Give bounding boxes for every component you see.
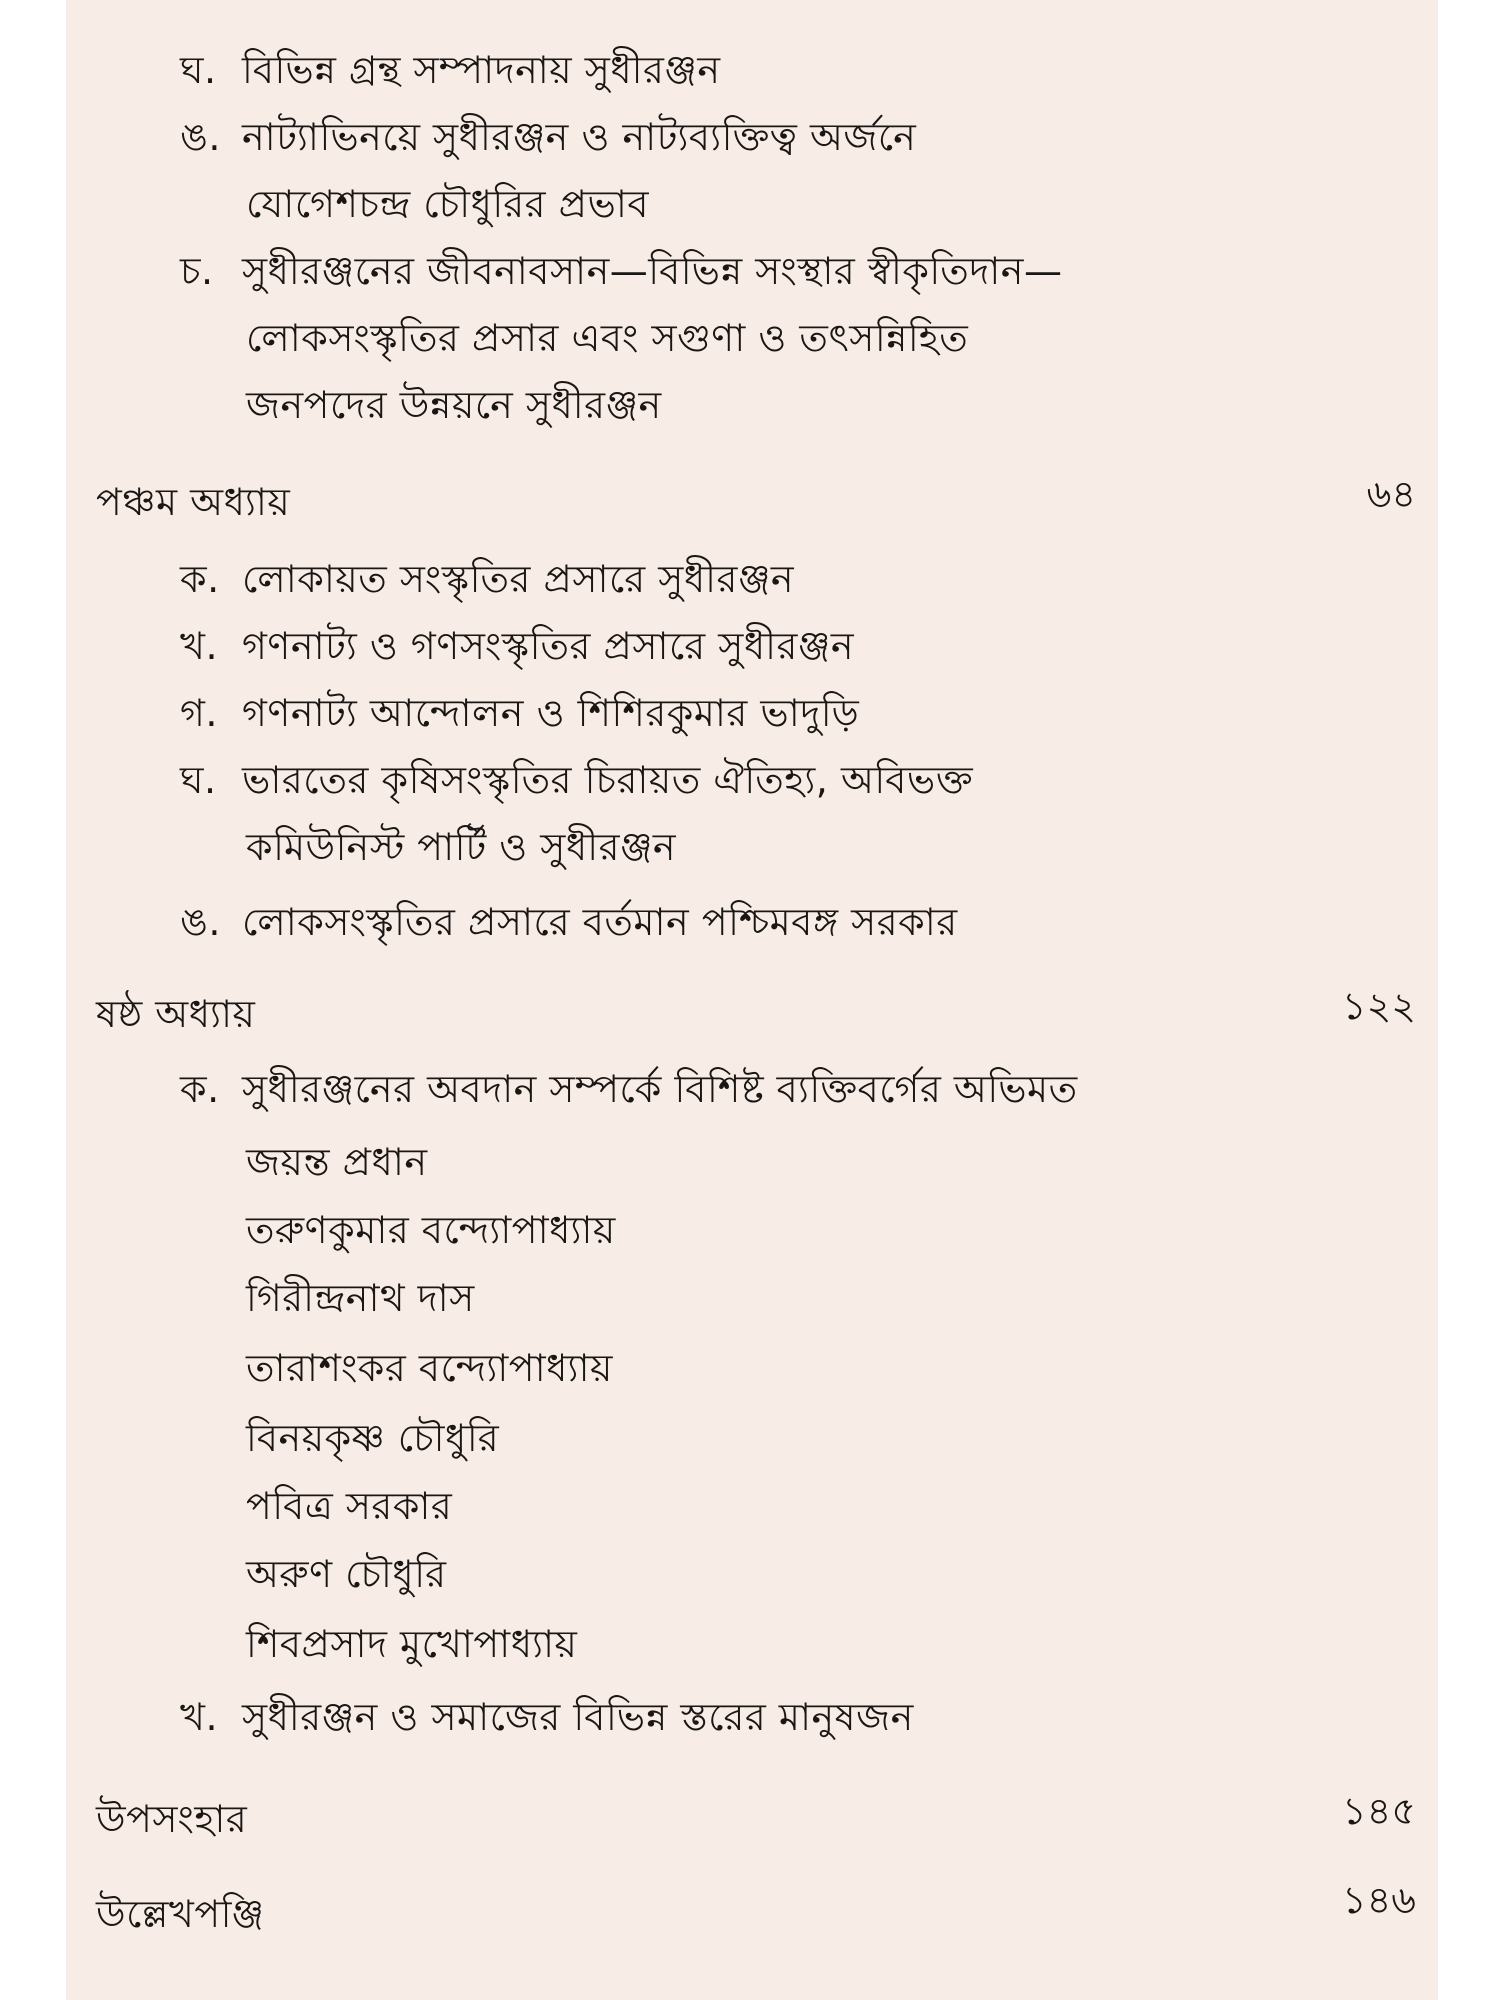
toc-item xyxy=(180,113,916,161)
chapter-heading: পঞ্চম অধ্যায় xyxy=(96,480,291,524)
toc-item xyxy=(180,622,854,670)
item-text: সুধীরঞ্জনের জীবনাবসান—বিভিন্ন সংস্থার স্বীকৃতিদান— xyxy=(242,249,1063,293)
item-label: খ. xyxy=(180,1695,219,1739)
item-label: ঘ. xyxy=(180,48,217,92)
item-label: ঘ. xyxy=(180,758,217,802)
person-name: পবিত্র সরকার xyxy=(246,1484,453,1528)
toc-item xyxy=(180,46,721,94)
toc-page xyxy=(66,0,1438,2000)
item-text: ভারতের কৃষিসংস্কৃতির চিরায়ত ঐতিহ্য, অবিভক্ত xyxy=(242,758,974,802)
item-label: গ. xyxy=(180,691,218,735)
item-label: ক. xyxy=(180,557,220,601)
person-name: তারাশংকর বন্দ্যোপাধ্যায় xyxy=(246,1346,613,1390)
toc-item xyxy=(180,247,1062,295)
item-text: সুধীরঞ্জনের অবদান সম্পর্কে বিশিষ্ট ব্যক্তিবর্গের অভিমত xyxy=(242,1067,1078,1111)
item-label: খ. xyxy=(180,624,219,668)
item-label: ঙ. xyxy=(180,115,221,159)
toc-item xyxy=(180,1065,1078,1113)
page-number: ১৪৫ xyxy=(1342,1789,1416,1833)
item-text-continued: যোগেশচন্দ্র চৌধুরির প্রভাব xyxy=(246,182,650,226)
item-text: গণনাট্য আন্দোলন ও শিশিরকুমার ভাদুড়ি xyxy=(242,691,860,735)
chapter-heading: উল্লেখপঞ্জি xyxy=(96,1892,265,1936)
toc-item xyxy=(180,756,973,804)
page-number: ১২২ xyxy=(1341,984,1416,1028)
toc-item xyxy=(180,689,859,737)
item-label: ঙ. xyxy=(180,900,221,944)
person-name: তরুণকুমার বন্দ্যোপাধ্যায় xyxy=(246,1208,616,1252)
item-label: ক. xyxy=(180,1067,220,1111)
item-text: লোকসংস্কৃতির প্রসারে বর্তমান পশ্চিমবঙ্গ সরকার xyxy=(242,900,958,944)
page-number: ১৪৬ xyxy=(1341,1878,1416,1922)
item-text: গণনাট্য ও গণসংস্কৃতির প্রসারে সুধীরঞ্জন xyxy=(242,624,855,668)
toc-item xyxy=(180,555,794,603)
toc-item xyxy=(180,898,958,946)
item-text: বিভিন্ন গ্রন্থ সম্পাদনায় সুধীরঞ্জন xyxy=(242,48,721,92)
page-number: ৬৪ xyxy=(1366,472,1416,516)
item-text-continued: লোকসংস্কৃতির প্রসার এবং সগুণা ও তৎসন্নিহিত xyxy=(246,316,969,360)
item-text: সুধীরঞ্জন ও সমাজের বিভিন্ন স্তরের মানুষজন xyxy=(242,1695,914,1739)
item-text: নাট্যাভিনয়ে সুধীরঞ্জন ও নাট্যব্যক্তিত্ব অর্জনে xyxy=(242,115,917,159)
person-name: শিবপ্রসাদ মুখোপাধ্যায় xyxy=(246,1622,578,1666)
person-name: গিরীন্দ্রনাথ দাস xyxy=(246,1276,475,1320)
chapter-heading: ষষ্ঠ অধ্যায় xyxy=(96,992,256,1036)
item-text: লোকায়ত সংস্কৃতির প্রসারে সুধীরঞ্জন xyxy=(242,557,795,601)
person-name: অরুণ চৌধুরি xyxy=(246,1552,447,1596)
item-text-continued: কমিউনিস্ট পার্টি ও সুধীরঞ্জন xyxy=(246,825,677,869)
chapter-heading: উপসংহার xyxy=(96,1797,248,1841)
person-name: জয়ন্ত প্রধান xyxy=(246,1140,428,1184)
item-text-continued: জনপদের উন্নয়নে সুধীরঞ্জন xyxy=(246,383,662,427)
toc-item xyxy=(180,1693,914,1741)
person-name: বিনয়কৃষ্ণ চৌধুরি xyxy=(246,1416,500,1460)
item-label: চ. xyxy=(180,249,214,293)
